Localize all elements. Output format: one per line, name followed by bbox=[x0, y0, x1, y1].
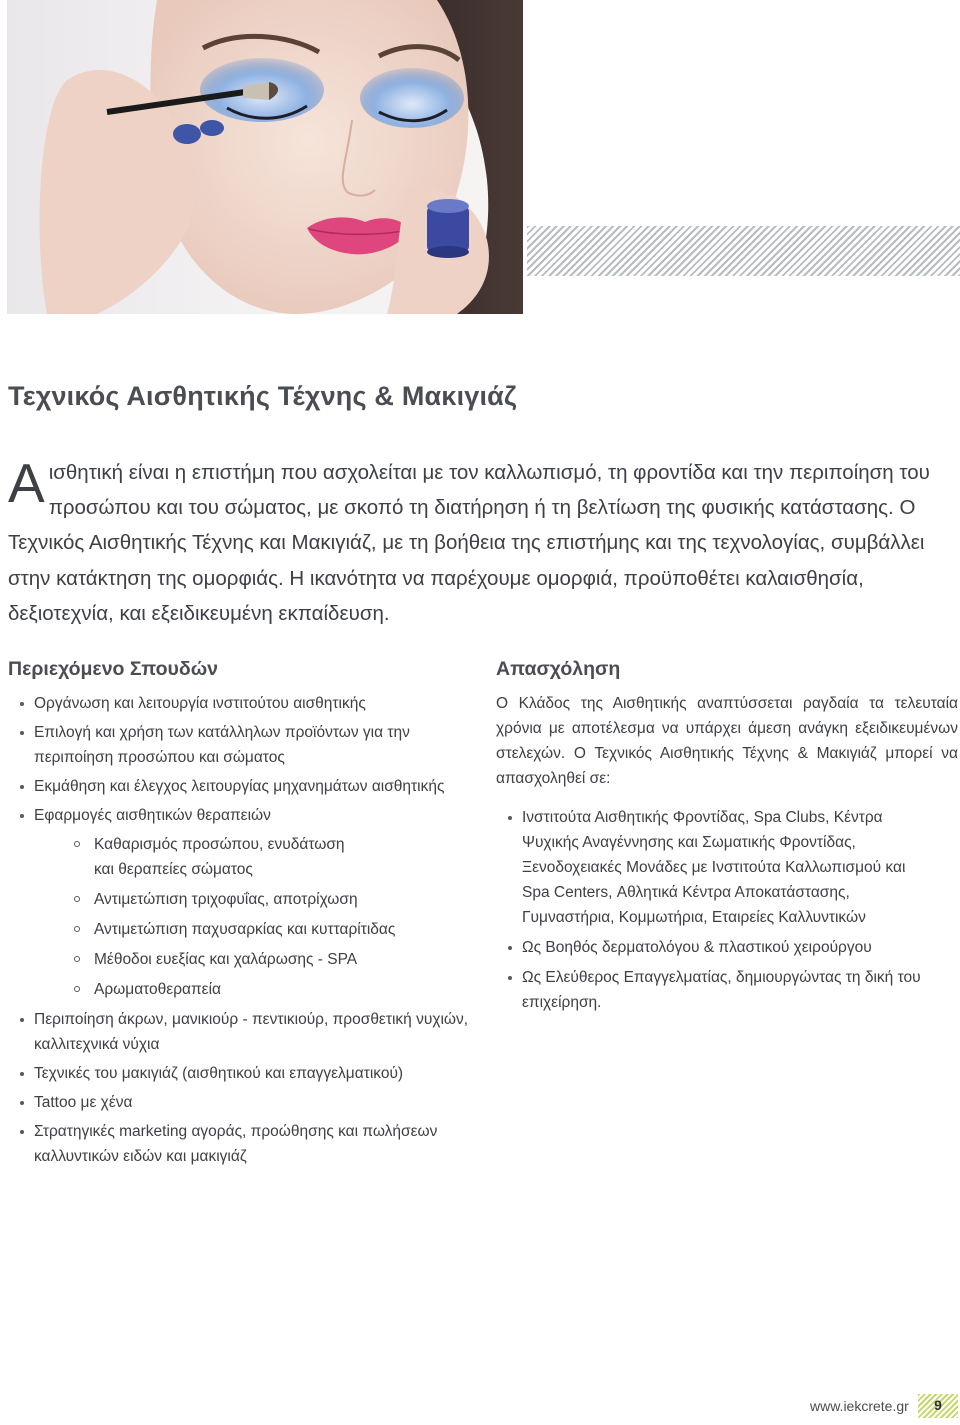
page-title: Τεχνικός Αισθητικής Τέχνης & Μακιγιάζ bbox=[8, 381, 517, 411]
list-item: Στρατηγικές marketing αγοράς, προώθησης και πωλήσεων καλλυντικών ειδών και μακιγιάζ bbox=[8, 1119, 478, 1169]
employment-paragraph: Ο Κλάδος της Αισθητικής αναπτύσσεται ραγδαία τα τελευταία χρόνια με αποτέλεσμα να υπάρχει άμεση ανάγκη εξειδικευμένων στελεχών. Ο Τεχνικός Αισθητικής Τέχνης & Μακιγιάζ μπορεί να απασχοληθεί σε: bbox=[496, 695, 958, 787]
list-item: Περιποίηση άκρων, μανικιούρ - πεντικιούρ, προσθετική νυχιών, καλλιτεχνικά νύχια bbox=[8, 1007, 478, 1057]
sublist-item: Αρωματοθεραπεία bbox=[34, 977, 478, 1002]
list-item: Εκμάθηση και έλεγχος λειτουργίας μηχανημάτων αισθητικής bbox=[8, 774, 478, 799]
curriculum-list bbox=[8, 691, 478, 1169]
makeup-photo bbox=[7, 0, 523, 314]
intro-paragraph bbox=[8, 452, 938, 631]
curriculum-heading: Περιεχόμενο Σπουδών bbox=[8, 658, 219, 680]
page-number: 9 bbox=[934, 1397, 942, 1413]
list-item bbox=[8, 803, 478, 1002]
sublist-item: Αντιμετώπιση παχυσαρκίας και κυτταρίτιδας bbox=[34, 917, 478, 942]
list-item-label: Εφαρμογές αισθητικών θεραπειών bbox=[34, 807, 271, 824]
list-item: Ινστιτούτα Αισθητικής Φροντίδας, Spa Clubs, Κέντρα Ψυχικής Αναγέννησης και Σωματικής Φροντίδας, Ξενοδοχειακές Μονάδες με Ινστιτούτα Καλλωπισμού και Spa Centers, Αθλητικά Κέντρα Αποκατάστασης, Γυμναστήρια, Κομμωτήρια, Εταιρείες Καλλυντικών bbox=[496, 805, 912, 930]
list-item: Ως Ελεύθερος Επαγγελματίας, δημιουργώντας τη δική του επιχείρηση. bbox=[496, 965, 932, 1015]
list-item: Ως Βοηθός δερματολόγου & πλαστικού χειρούργου bbox=[496, 935, 960, 960]
therapies-sublist bbox=[34, 832, 478, 1002]
decorative-stripes bbox=[527, 226, 960, 276]
sublist-item: Μέθοδοι ευεξίας και χαλάρωσης - SPA bbox=[34, 947, 478, 972]
sublist-item: Αντιμετώπιση τριχοφυΐας, αποτρίχωση bbox=[34, 887, 478, 912]
makeup-artist-illustration bbox=[7, 0, 523, 314]
drop-cap: Α bbox=[8, 452, 45, 514]
employment-section bbox=[496, 658, 960, 1020]
list-item: Τεχνικές του μακιγιάζ (αισθητικού και επαγγελματικού) bbox=[8, 1061, 478, 1086]
list-item: Tattoo με χένα bbox=[8, 1090, 478, 1115]
employment-list bbox=[496, 805, 960, 1015]
sublist-item-text: Καθαρισμός προσώπου, ενυδάτωση και θεραπείες σώματος bbox=[94, 836, 345, 878]
website-link[interactable]: www.iekcrete.gr bbox=[810, 1398, 909, 1414]
employment-heading: Απασχόληση bbox=[496, 658, 621, 680]
list-item: Οργάνωση και λειτουργία ινστιτούτου αισθητικής bbox=[8, 691, 478, 716]
page-number-badge bbox=[918, 1394, 958, 1418]
list-item: Επιλογή και χρήση των κατάλληλων προϊόντων για την περιποίηση προσώπου και σώματος bbox=[8, 720, 478, 770]
sublist-item bbox=[34, 832, 478, 882]
intro-text: ισθητική είναι η επιστήμη που ασχολείται με τον καλλωπισμό, τη φροντίδα και την περιποίηση του προσώπου και του σώματος, με σκοπό τη διατήρηση ή τη βελτίωση της φυσικής κατάστασης. Ο Τεχνικός Αισθητικής Τέχνης και Μακιγιάζ, με τη βοήθεια της επιστήμης και της τεχνολογίας, συμβάλλει στην κατάκτηση της ομορφιάς. Η ικανότητα να παρέχουμε ομορφιά, προϋποθέτει καλαισθησία, δεξιοτεχνία, και εξειδικευμένη εκπαίδευση. bbox=[8, 461, 930, 625]
curriculum-section bbox=[8, 658, 478, 1173]
